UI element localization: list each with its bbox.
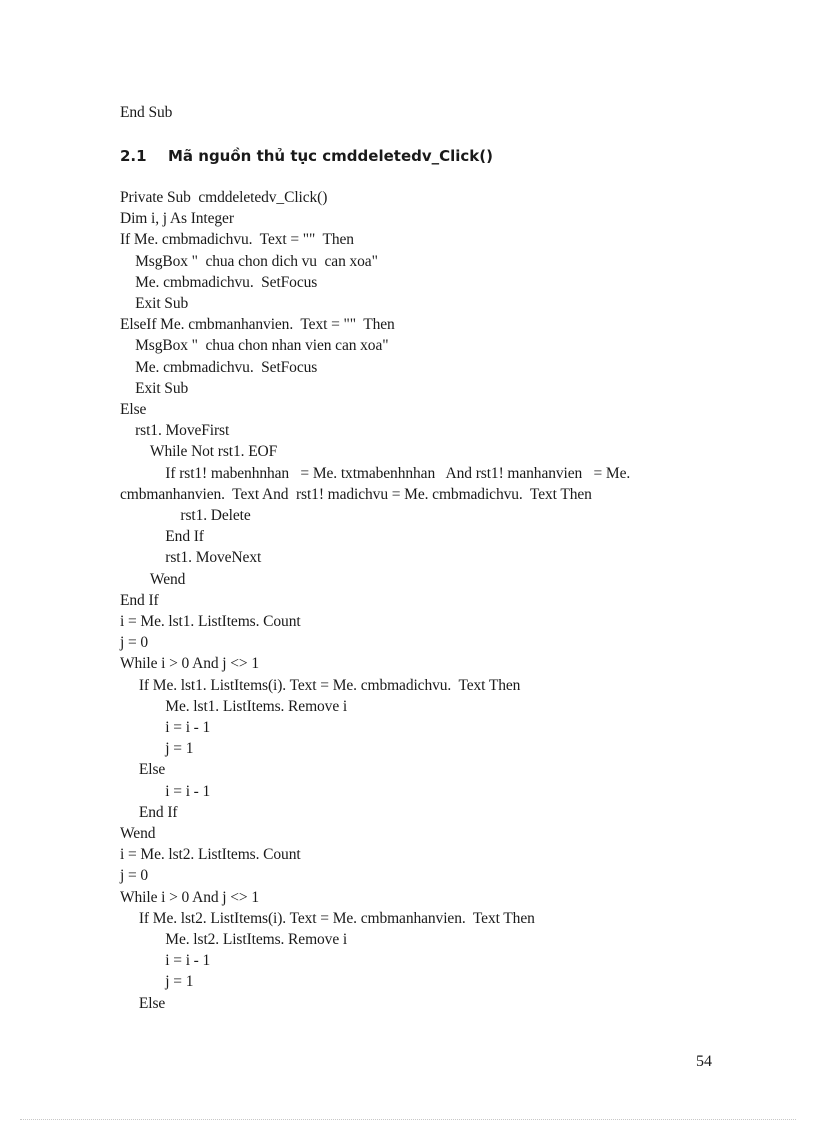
code-line: j = 0 xyxy=(120,634,149,652)
code-line: Wend xyxy=(120,570,186,588)
section-heading xyxy=(120,146,493,166)
code-line: rst1. Delete xyxy=(120,507,251,524)
code-line: MsgBox " chua chon nhan vien can xoa" xyxy=(120,337,389,355)
code-line: While i > 0 And j <> 1 xyxy=(120,655,259,673)
code-line: End If xyxy=(120,591,159,609)
code-line: Me. cmbmadichvu. SetFocus xyxy=(120,273,318,291)
code-line: Me. lst1. ListItems. Remove i xyxy=(120,697,348,715)
page-number: 54 xyxy=(696,1053,712,1070)
code-line: i = i - 1 xyxy=(120,719,211,736)
code-line: If Me. cmbmadichvu. Text = "" Then xyxy=(120,231,354,249)
code-line: Wend xyxy=(120,825,156,842)
code-line: j = 0 xyxy=(120,867,149,885)
code-line: End If xyxy=(120,528,204,546)
code-line: cmbmanhanvien. Text And rst1! madichvu = Me. cmbmadichvu. Text Then xyxy=(120,485,592,503)
code-line: j = 1 xyxy=(120,740,194,758)
code-line: While i > 0 And j <> 1 xyxy=(120,888,259,906)
end-sub-line: End Sub xyxy=(120,104,173,121)
section-number: 2.1 xyxy=(120,147,147,165)
code-line: i = i - 1 xyxy=(120,952,211,970)
code-line: Me. lst2. ListItems. Remove i xyxy=(120,931,348,948)
code-line: Else xyxy=(120,761,166,779)
code-line: If Me. lst2. ListItems(i). Text = Me. cmbmanhanvien. Text Then xyxy=(120,909,535,927)
code-line: If rst1! mabenhnhan = Me. txtmabenhnhan And rst1! manhanvien = Me. xyxy=(120,464,631,482)
code-line: i = i - 1 xyxy=(120,782,211,800)
code-line: Private Sub cmddeletedv_Click() xyxy=(120,189,328,206)
code-line: i = Me. lst1. ListItems. Count xyxy=(120,613,301,630)
code-line: ElseIf Me. cmbmanhanvien. Text = "" Then xyxy=(120,316,395,334)
code-line: Exit Sub xyxy=(120,379,189,397)
code-line: rst1. MoveFirst xyxy=(120,422,230,440)
code-line: rst1. MoveNext xyxy=(120,549,262,567)
code-line: i = Me. lst2. ListItems. Count xyxy=(120,846,301,864)
code-line: Me. cmbmadichvu. SetFocus xyxy=(120,358,318,376)
section-title: Mã nguồn thủ tục cmddeletedv_Click() xyxy=(168,147,493,165)
page-bottom-divider xyxy=(20,1119,796,1120)
code-line: While Not rst1. EOF xyxy=(120,443,278,461)
code-line: If Me. lst1. ListItems(i). Text = Me. cmbmadichvu. Text Then xyxy=(120,676,521,694)
code-line: MsgBox " chua chon dich vu can xoa" xyxy=(120,252,378,270)
code-line: Dim i, j As Integer xyxy=(120,210,234,228)
code-line: Else xyxy=(120,994,166,1012)
code-line: Exit Sub xyxy=(120,295,189,312)
code-line: j = 1 xyxy=(120,973,194,991)
code-line: End If xyxy=(120,803,178,821)
code-line: Else xyxy=(120,401,147,418)
